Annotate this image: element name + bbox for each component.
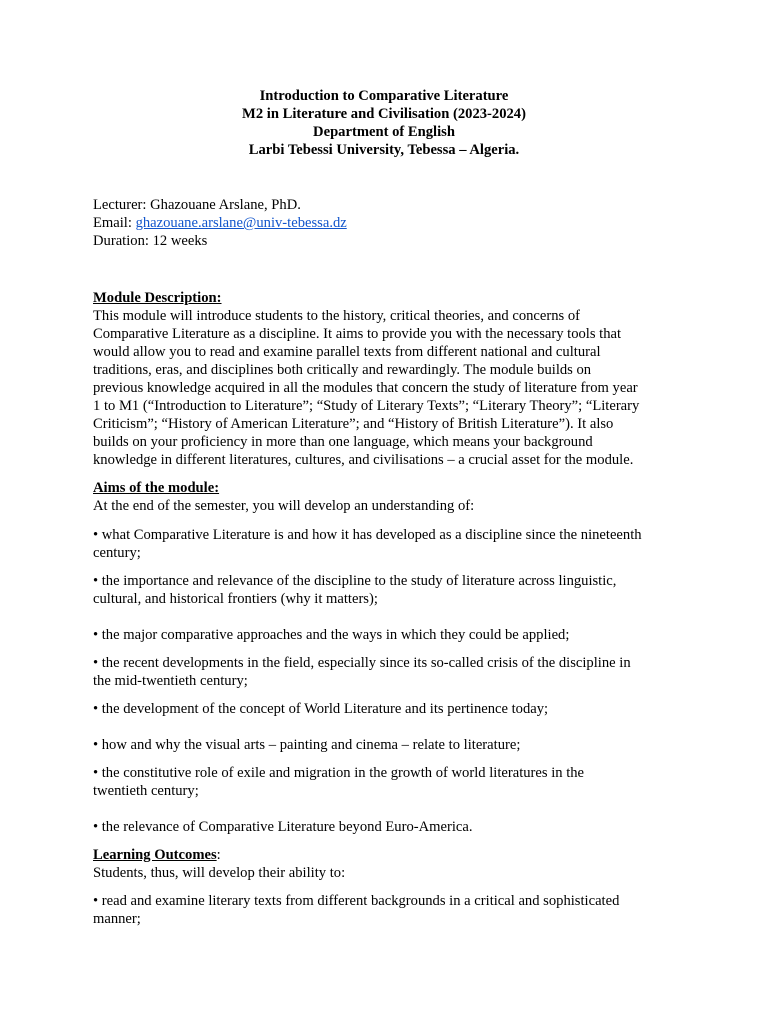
module-description-heading: Module Description: — [93, 290, 222, 306]
aims-bullet — [93, 526, 683, 562]
bullet-line: • the relevance of Comparative Literature beyond Euro-America. — [93, 819, 473, 835]
bullet-line: • the constitutive role of exile and migration in the growth of world literatures in the — [93, 765, 585, 781]
outcomes-colon: : — [216, 847, 221, 863]
outcomes-intro: Students, thus, will develop their ability to: — [93, 865, 346, 881]
aims-bullet — [93, 572, 683, 608]
bullet-line: • the importance and relevance of the discipline to the study of literature across linguistic, — [93, 573, 617, 589]
bullet-line: • the development of the concept of World Literature and its pertinence today; — [93, 701, 549, 717]
bullet-line: twentieth century; — [93, 783, 199, 799]
bullet-line: • the major comparative approaches and the ways in which they could be applied; — [93, 627, 570, 643]
email-label: Email: — [93, 215, 136, 231]
aims-header — [93, 479, 683, 515]
university-line: Larbi Tebessi University, Tebessa – Algeria. — [248, 142, 520, 158]
description-line: traditions, eras, and disciplines both critically and rewardingly. The module builds on — [93, 362, 592, 378]
aims-bullet — [93, 736, 683, 754]
bullet-line: • the recent developments in the field, especially since its so-called crisis of the discipline in — [93, 655, 631, 671]
bullet-line: cultural, and historical frontiers (why it matters); — [93, 591, 378, 607]
document-header — [0, 87, 768, 159]
aims-bullet — [93, 626, 683, 644]
outcomes-header — [93, 846, 683, 882]
bullet-line: manner; — [93, 911, 141, 927]
course-title: Introduction to Comparative Literature — [259, 88, 509, 104]
bullet-line: • what Comparative Literature is and how it has developed as a discipline since the nineteenth — [93, 527, 642, 543]
bullet-line: the mid-twentieth century; — [93, 673, 248, 689]
program-line: M2 in Literature and Civilisation (2023-2024) — [242, 106, 526, 122]
outcomes-bullet — [93, 892, 683, 928]
email-link[interactable]: ghazouane.arslane@univ-tebessa.dz — [135, 215, 347, 231]
aims-intro: At the end of the semester, you will develop an understanding of: — [93, 498, 475, 514]
outcomes-heading-line — [93, 846, 683, 864]
duration-line: Duration: 12 weeks — [93, 233, 208, 249]
aims-bullet — [93, 700, 683, 718]
description-line: knowledge in different literatures, cultures, and civilisations – a crucial asset for the module. — [93, 452, 634, 468]
description-line: 1 to M1 (“Introduction to Literature”; “Study of Literary Texts”; “Literary Theory”; “Literary — [93, 398, 640, 414]
description-line: would allow you to read and examine parallel texts from different national and cultural — [93, 344, 601, 360]
bullet-line: • read and examine literary texts from different backgrounds in a critical and sophisticated — [93, 893, 620, 909]
bullet-line: • how and why the visual arts – painting and cinema – relate to literature; — [93, 737, 521, 753]
description-line: Comparative Literature as a discipline. It aims to provide you with the necessary tools that — [93, 326, 622, 342]
description-line: previous knowledge acquired in all the modules that concern the study of literature from year — [93, 380, 638, 396]
department-line: Department of English — [313, 124, 455, 140]
outcomes-heading: Learning Outcomes — [93, 847, 217, 863]
aims-bullet — [93, 764, 683, 800]
aims-heading: Aims of the module: — [93, 480, 220, 496]
email-line — [93, 214, 683, 232]
lecturer-line: Lecturer: Ghazouane Arslane, PhD. — [93, 197, 301, 213]
aims-bullet — [93, 654, 683, 690]
module-description-section — [93, 289, 683, 469]
description-line: builds on your proficiency in more than one language, which means your background — [93, 434, 593, 450]
description-line: Criticism”; “History of American Literature”; and “History of British Literature”). It also — [93, 416, 614, 432]
aims-bullet — [93, 818, 683, 836]
bullet-line: century; — [93, 545, 141, 561]
course-info — [93, 196, 683, 250]
description-line: This module will introduce students to the history, critical theories, and concerns of — [93, 308, 581, 324]
